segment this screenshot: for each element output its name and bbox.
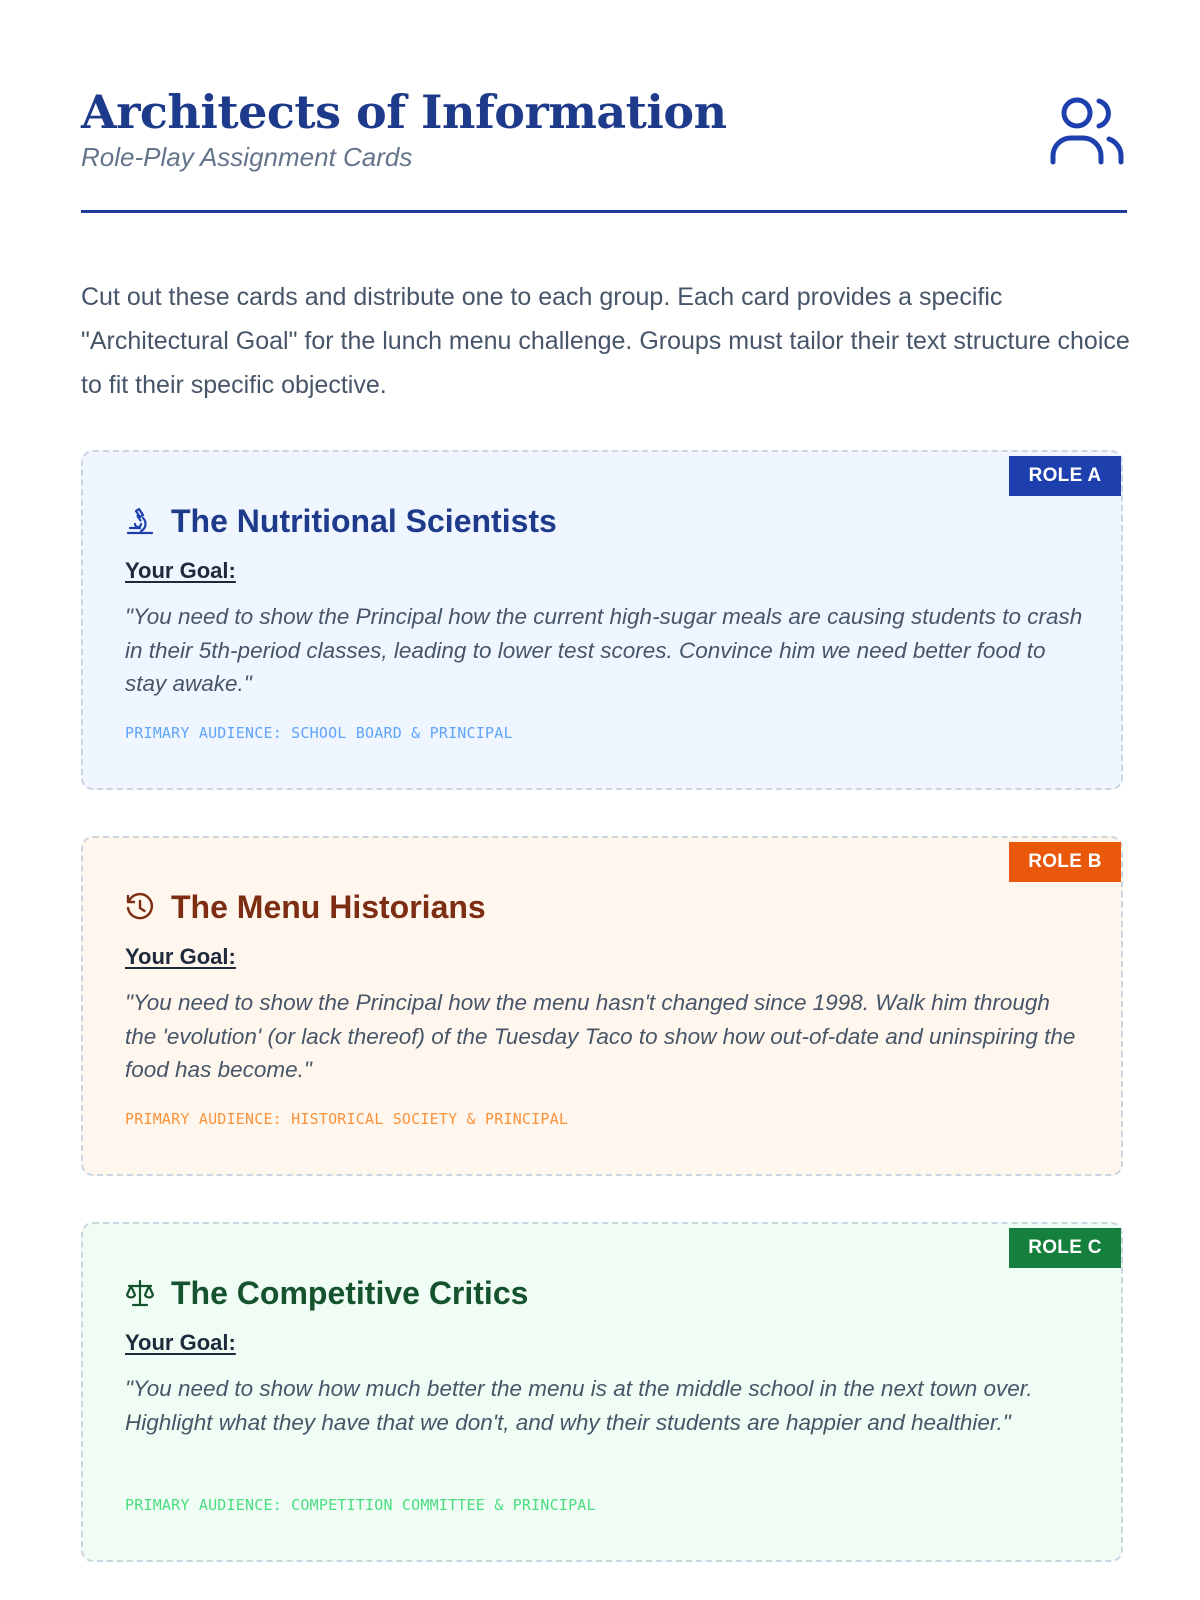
goal-label: Your Goal: [125, 558, 236, 583]
audience-note: PRIMARY AUDIENCE: SCHOOL BOARD & PRINCIPAL [125, 724, 513, 742]
card-heading [125, 1268, 528, 1318]
goal-label: Your Goal: [125, 944, 236, 969]
history-icon [125, 892, 155, 922]
intro-paragraph: Cut out these cards and distribute one to each group. Each card provides a specific "Architectural Goal" for the lunch menu challenge. Groups must tailor their text structure choice to fit their specific objective. [81, 283, 1130, 399]
card-title: The Menu Historians [171, 888, 486, 925]
card-heading [125, 882, 486, 932]
role-badge: ROLE B [1009, 842, 1121, 882]
card-heading [125, 496, 557, 546]
goal-label: Your Goal: [125, 1330, 236, 1355]
card-title: The Competitive Critics [171, 1274, 529, 1311]
microscope-icon [125, 506, 155, 536]
worksheet-page [81, 0, 1130, 1514]
audience-note: PRIMARY AUDIENCE: HISTORICAL SOCIETY & PRINCIPAL [125, 1110, 569, 1128]
goal-text: "You need to show how much better the menu is at the middle school in the next town over. Highlight what they have that we don't, and why their students are happier and healthier." [125, 1376, 1033, 1435]
role-badge: ROLE A [1009, 456, 1121, 496]
page-title: Architects of Information [81, 85, 727, 139]
role-card-c [81, 1222, 1123, 1562]
role-card-b [81, 836, 1123, 1176]
goal-text: "You need to show the Principal how the current high-sugar meals are causing students to crash in their 5th-period classes, leading to lower test scores. Convince him we need better food to stay awake." [125, 604, 1083, 696]
role-badge: ROLE C [1009, 1228, 1121, 1268]
page-header [81, 0, 1127, 213]
goal-text: "You need to show the Principal how the menu hasn't changed since 1998. Walk him through the 'evolution' (or lack thereof) of the Tuesday Taco to show how out-of-date and uninspiring the food has become." [125, 990, 1076, 1082]
card-title: The Nutritional Scientists [171, 502, 557, 539]
scale-icon [125, 1278, 155, 1308]
audience-note: PRIMARY AUDIENCE: COMPETITION COMMITTEE & PRINCIPAL [125, 1496, 596, 1514]
page-subtitle: Role-Play Assignment Cards [81, 142, 413, 172]
users-icon [1049, 96, 1125, 168]
role-card-a [81, 450, 1123, 790]
